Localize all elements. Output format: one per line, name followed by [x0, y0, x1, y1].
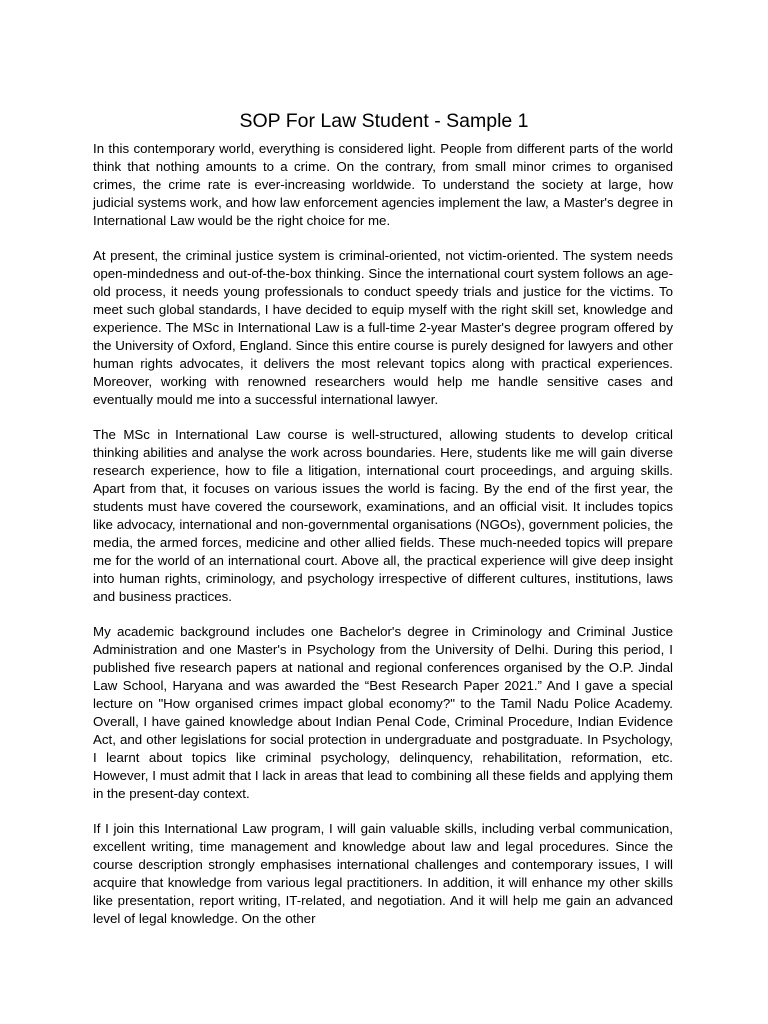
- paragraph-academic-background: My academic background includes one Bachelor's degree in Criminology and Criminal Justice Administration and one Master's in Psychology from the University of Delhi. During this period, I published five research papers at national and regional conferences organised by the O.P. Jindal Law School, Haryana and was awarded the “Best Research Paper 2021.” And I gave a special lecture on "How organised crimes impact global economy?" to the Tamil Nadu Police Academy. Overall, I have gained knowledge about Indian Penal Code, Criminal Procedure, Indian Evidence Act, and other legislations for social protection in undergraduate and postgraduate. In Psychology, I learnt about topics like criminal psychology, delinquency, rehabilitation, reformation, etc. However, I must admit that I lack in areas that lead to combining all these fields and applying them in the present-day context.: [93, 624, 673, 801]
- paragraph-criminal-justice: At present, the criminal justice system is criminal-oriented, not victim-oriented. The system needs open-mindedness and out-of-the-box thinking. Since the international court system follows an age-old process, it needs young professionals to conduct speedy trials and justice for the victims. To meet such global standards, I have decided to equip myself with the right skill set, knowledge and experience. The MSc in International Law is a full-time 2-year Master's degree program offered by the University of Oxford, England. Since this entire course is purely designed for lawyers and other human rights advocates, it delivers the most relevant topics along with practical experiences. Moreover, working with renowned researchers would help me handle sensitive cases and eventually mould me into a successful international lawyer.: [93, 248, 673, 407]
- document-title: SOP For Law Student - Sample 1: [239, 110, 529, 132]
- paragraph-intro: In this contemporary world, everything is considered light. People from different parts of the world think that nothing amounts to a crime. On the contrary, from small minor crimes to organised crimes, the crime rate is ever-increasing worldwide. To understand the society at large, how judicial systems work, and how law enforcement agencies implement the law, a Master's degree in International Law would be the right choice for me.: [93, 141, 673, 228]
- paragraph-program-benefits: If I join this International Law program, I will gain valuable skills, including verbal communication, excellent writing, time management and knowledge about law and legal procedures. Since the course description strongly emphasises international challenges and contemporary issues, I will acquire that knowledge from various legal practitioners. In addition, it will enhance my other skills like presentation, report writing, IT-related, and negotiation. And it will help me gain an advanced level of legal knowledge. On the other: [93, 821, 673, 926]
- document-body: [93, 140, 673, 946]
- paragraph-course-structure: The MSc in International Law course is well-structured, allowing students to develop critical thinking abilities and analyse the work across boundaries. Here, students like me will gain diverse research experience, how to file a litigation, international court proceedings, and arguing skills. Apart from that, it focuses on various issues the world is facing. By the end of the first year, the students must have covered the coursework, examinations, and an official visit. It includes topics like advocacy, international and non-governmental organisations (NGOs), government policies, the media, the armed forces, medicine and other allied fields. These much-needed topics will prepare me for the world of an international court. Above all, the practical experience will give deep insight into human rights, criminology, and psychology irrespective of different cultures, institutions, laws and business practices.: [93, 427, 673, 604]
